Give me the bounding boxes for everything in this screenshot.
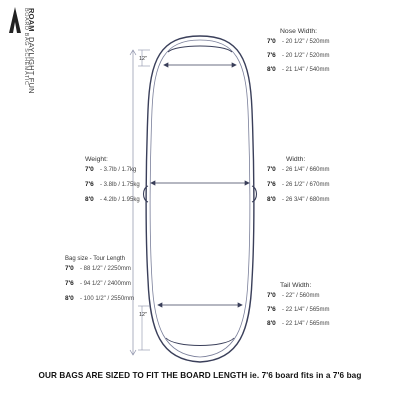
bag-size-row: 7'0 - 88 1/2" / 2250mm: [65, 265, 131, 272]
bag-outer-outline: [146, 36, 254, 362]
width-row: 7'0 - 26 1/4" / 660mm: [267, 166, 330, 173]
bag-inner-outline: [150, 40, 250, 357]
brand-subtitle: BOARD BAG SCHEMATIC: [23, 8, 29, 86]
nose-width-row: 8'0 - 21 1/4" / 540mm: [267, 66, 330, 73]
nose-width-dimension: [164, 63, 236, 67]
weight-row: 7'0 - 3.7lb / 1.7kg: [85, 166, 137, 173]
tail-width-row: 8'0 - 22 1/4" / 565mm: [267, 320, 330, 327]
bottom-offset-label: 12": [139, 312, 148, 318]
bag-size-row: 8'0 - 100 1/2" / 2550mm: [65, 295, 135, 302]
bag-size-spec: [65, 256, 134, 306]
width-row: 8'0 - 26 3/4" / 680mm: [267, 196, 330, 203]
sizing-note: OUR BAGS ARE SIZED TO FIT THE BOARD LENGTH ie. 7'6 board fits in a 7'6 bag: [38, 371, 362, 380]
tail-width-row: 7'0 - 22" / 560mm: [267, 292, 320, 299]
top-offset-label: 12": [139, 56, 148, 62]
tail-width-heading: Tail Width:: [280, 282, 312, 289]
weight-row: 7'6 - 3.8lb / 1.75kg: [85, 181, 140, 188]
nose-width-heading: Nose Width:: [280, 28, 318, 35]
bag-size-heading: Bag size - Tour Length: [65, 256, 125, 262]
weight-heading: Weight:: [85, 156, 108, 163]
tail-width-spec: [267, 282, 329, 331]
width-spec: [267, 156, 329, 207]
tail-width-dimension: [158, 303, 242, 307]
width-heading: Width:: [286, 156, 306, 163]
width-dimension: [151, 181, 249, 185]
width-row: 7'6 - 26 1/2" / 670mm: [267, 181, 330, 188]
zipper-bottom: [166, 338, 234, 346]
bag-size-row: 7'6 - 94 1/2" / 2400mm: [65, 280, 131, 287]
tail-width-row: 7'6 - 22 1/4" / 565mm: [267, 306, 330, 313]
nose-width-spec: [267, 28, 329, 77]
nose-width-row: 7'6 - 20 1/2" / 520mm: [267, 52, 330, 59]
zipper-top: [168, 46, 232, 52]
weight-row: 8'0 - 4.2lb / 1.95kg: [85, 196, 140, 203]
nose-width-row: 7'0 - 20 1/2" / 520mm: [267, 38, 330, 45]
brand-model: DAYLIGHT FUN: [27, 37, 36, 94]
weight-spec: [85, 156, 140, 207]
brand-name: ROAM: [27, 8, 36, 32]
